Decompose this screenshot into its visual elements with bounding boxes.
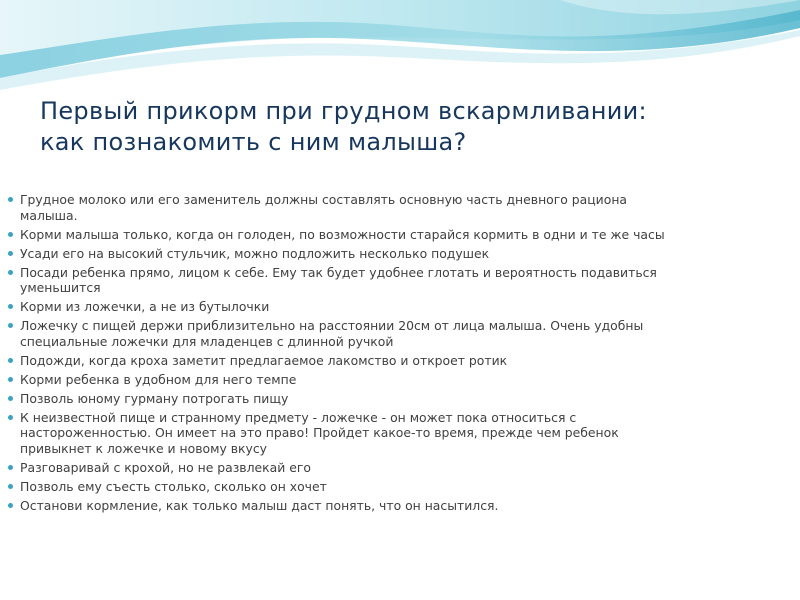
- list-item-line: Корми из ложечки, а не из бутылочки: [20, 299, 270, 314]
- list-item-line: Разговаривай с крохой, но не развлекай его: [20, 459, 311, 475]
- bullet-icon: [8, 323, 13, 328]
- list-item: [7, 299, 777, 315]
- list-item-text: [20, 391, 777, 407]
- list-item-text: [20, 353, 777, 369]
- list-item-line: специальные ложечки для младенцев с длинной ручкой: [20, 333, 394, 349]
- list-item-text: [20, 460, 777, 476]
- bullet-icon: [8, 484, 13, 489]
- bullet-icon: [8, 232, 13, 237]
- list-item: [7, 318, 777, 349]
- list-item: [7, 460, 777, 476]
- bullet-icon: [8, 503, 13, 508]
- title-line-2: как познакомить с ним малыша?: [40, 128, 467, 156]
- list-item: [7, 353, 777, 369]
- list-item-line: настороженностью. Он имеет на это право! Пройдет какое-то время, прежде чем ребенок: [20, 425, 619, 440]
- list-item: [7, 498, 777, 514]
- list-item-text: [20, 479, 777, 495]
- list-item: [7, 192, 777, 223]
- list-item: [7, 265, 777, 296]
- list-item: [7, 227, 777, 243]
- list-item: [7, 410, 777, 457]
- list-item: [7, 391, 777, 407]
- list-item-text: [20, 498, 777, 514]
- wave-decoration: [0, 0, 800, 100]
- list-item-line: Подожди, когда кроха заметит предлагаемое лакомство и откроет ротик: [20, 352, 508, 368]
- list-item-line: привыкнет к ложечке и новому вкусу: [20, 440, 267, 456]
- bullet-icon: [8, 415, 13, 420]
- list-item-text: [20, 410, 777, 457]
- list-item-line: Посади ребенка прямо, лицом к себе. Ему так будет удобнее глотать и вероятность подавиться: [20, 264, 657, 280]
- list-item-line: Корми малыша только, когда он голоден, по возможности старайся кормить в одни и те же часы: [20, 226, 665, 242]
- bullet-icon: [8, 304, 13, 309]
- bullet-icon: [8, 396, 13, 401]
- list-item-line: Корми ребенка в удобном для него темпе: [20, 371, 297, 387]
- bullet-icon: [8, 465, 13, 470]
- list-item-text: [20, 265, 777, 296]
- bullet-icon: [8, 358, 13, 363]
- list-item: [7, 372, 777, 388]
- list-item-line: Позволь юному гурману потрогать пищу: [20, 390, 289, 406]
- list-item: [7, 479, 777, 495]
- list-item-line: малыша.: [20, 207, 78, 223]
- list-item-text: [20, 246, 777, 262]
- list-item-line: Ложечку с пищей держи приблизительно на расстоянии 20см от лица малыша. Очень удобны: [20, 318, 644, 333]
- bullet-list: [7, 192, 777, 517]
- list-item-line: К неизвестной пище и странному предмету - ложечке - он может пока относиться с: [20, 409, 577, 425]
- bullet-icon: [8, 251, 13, 256]
- title-line-1: Первый прикорм при грудном вскармливании:: [40, 97, 647, 125]
- list-item-text: [20, 318, 777, 349]
- list-item-line: Останови кормление, как только малыш даст понять, что он насытился.: [20, 497, 499, 513]
- list-item-text: [20, 192, 777, 223]
- bullet-icon: [8, 197, 13, 202]
- slide-title: [40, 96, 780, 158]
- list-item: [7, 246, 777, 262]
- list-item-line: Усади его на высокий стульчик, можно подложить несколько подушек: [20, 245, 490, 261]
- list-item-text: [20, 372, 777, 388]
- list-item-line: Позволь ему съесть столько, сколько он хочет: [20, 478, 327, 494]
- bullet-icon: [8, 270, 13, 275]
- list-item-text: [20, 299, 777, 315]
- list-item-line: Грудное молоко или его заменитель должны составлять основную часть дневного рациона: [20, 192, 628, 207]
- list-item-line: уменьшится: [20, 280, 101, 295]
- bullet-icon: [8, 377, 13, 382]
- list-item-text: [20, 227, 777, 243]
